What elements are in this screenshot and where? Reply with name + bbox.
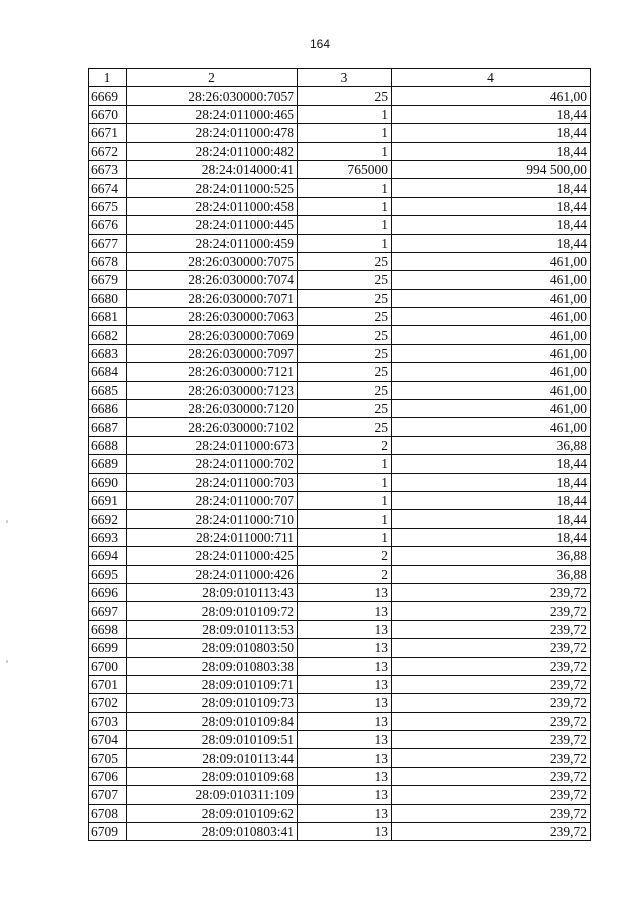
table-row [89, 639, 591, 657]
table-row [89, 344, 591, 362]
header-row [89, 69, 591, 87]
amount-cell: 461,00 [392, 308, 591, 326]
row-number-cell: 6695 [89, 565, 127, 583]
table-row [89, 767, 591, 785]
cadastral-number-cell: 28:26:030000:7120 [127, 400, 298, 418]
row-number-cell: 6679 [89, 271, 127, 289]
page-number: 164 [309, 37, 331, 51]
table-row [89, 528, 591, 546]
table-row [89, 547, 591, 565]
row-number-cell: 6673 [89, 160, 127, 178]
row-number-cell: 6696 [89, 583, 127, 601]
cadastral-number-cell: 28:09:010109:68 [127, 767, 298, 785]
cadastral-number-cell: 28:09:010803:41 [127, 823, 298, 841]
quantity-cell: 25 [298, 308, 392, 326]
table-row [89, 786, 591, 804]
cadastral-number-cell: 28:24:011000:525 [127, 179, 298, 197]
table-header [89, 69, 591, 87]
amount-cell: 36,88 [392, 547, 591, 565]
amount-cell: 18,44 [392, 455, 591, 473]
quantity-cell: 13 [298, 786, 392, 804]
table-row [89, 142, 591, 160]
table-row [89, 179, 591, 197]
amount-cell: 461,00 [392, 344, 591, 362]
cadastral-number-cell: 28:09:010311:109 [127, 786, 298, 804]
row-number-cell: 6688 [89, 436, 127, 454]
table-row [89, 418, 591, 436]
cadastral-number-cell: 28:26:030000:7057 [127, 87, 298, 105]
quantity-cell: 1 [298, 491, 392, 509]
quantity-cell: 13 [298, 620, 392, 638]
header-col-4: 4 [392, 69, 591, 87]
table-row [89, 252, 591, 270]
cadastral-number-cell: 28:24:011000:710 [127, 510, 298, 528]
table-row [89, 124, 591, 142]
quantity-cell: 1 [298, 197, 392, 215]
table-row [89, 565, 591, 583]
amount-cell: 18,44 [392, 473, 591, 491]
quantity-cell: 25 [298, 400, 392, 418]
amount-cell: 36,88 [392, 565, 591, 583]
row-number-cell: 6678 [89, 252, 127, 270]
table-body [89, 87, 591, 841]
cadastral-number-cell: 28:26:030000:7102 [127, 418, 298, 436]
table-row [89, 326, 591, 344]
cadastral-number-cell: 28:09:010113:43 [127, 583, 298, 601]
amount-cell: 461,00 [392, 289, 591, 307]
quantity-cell: 765000 [298, 160, 392, 178]
cadastral-number-cell: 28:24:011000:425 [127, 547, 298, 565]
table-row [89, 381, 591, 399]
scan-mark [6, 660, 8, 663]
table-row [89, 657, 591, 675]
cadastral-number-cell: 28:09:010109:71 [127, 675, 298, 693]
row-number-cell: 6682 [89, 326, 127, 344]
amount-cell: 239,72 [392, 786, 591, 804]
cadastral-number-cell: 28:09:010109:84 [127, 712, 298, 730]
amount-cell: 239,72 [392, 712, 591, 730]
quantity-cell: 13 [298, 639, 392, 657]
amount-cell: 18,44 [392, 510, 591, 528]
amount-cell: 239,72 [392, 675, 591, 693]
row-number-cell: 6675 [89, 197, 127, 215]
quantity-cell: 1 [298, 510, 392, 528]
quantity-cell: 25 [298, 363, 392, 381]
quantity-cell: 25 [298, 252, 392, 270]
table-row [89, 620, 591, 638]
cadastral-number-cell: 28:26:030000:7123 [127, 381, 298, 399]
cadastral-number-cell: 28:09:010113:53 [127, 620, 298, 638]
amount-cell: 239,72 [392, 767, 591, 785]
row-number-cell: 6707 [89, 786, 127, 804]
cadastral-number-cell: 28:24:014000:41 [127, 160, 298, 178]
quantity-cell: 13 [298, 767, 392, 785]
cadastral-number-cell: 28:26:030000:7063 [127, 308, 298, 326]
row-number-cell: 6670 [89, 105, 127, 123]
row-number-cell: 6698 [89, 620, 127, 638]
cadastral-number-cell: 28:09:010803:38 [127, 657, 298, 675]
row-number-cell: 6689 [89, 455, 127, 473]
cadastral-number-cell: 28:26:030000:7121 [127, 363, 298, 381]
quantity-cell: 13 [298, 804, 392, 822]
row-number-cell: 6703 [89, 712, 127, 730]
row-number-cell: 6683 [89, 344, 127, 362]
cadastral-number-cell: 28:09:010109:51 [127, 731, 298, 749]
table-row [89, 602, 591, 620]
amount-cell: 18,44 [392, 234, 591, 252]
cadastral-number-cell: 28:26:030000:7074 [127, 271, 298, 289]
table-row [89, 216, 591, 234]
table-row [89, 400, 591, 418]
amount-cell: 994 500,00 [392, 160, 591, 178]
cadastral-number-cell: 28:24:011000:702 [127, 455, 298, 473]
cadastral-number-cell: 28:09:010109:73 [127, 694, 298, 712]
quantity-cell: 13 [298, 712, 392, 730]
amount-cell: 239,72 [392, 620, 591, 638]
cadastral-number-cell: 28:24:011000:426 [127, 565, 298, 583]
row-number-cell: 6700 [89, 657, 127, 675]
row-number-cell: 6701 [89, 675, 127, 693]
scan-mark [6, 520, 8, 523]
cadastral-number-cell: 28:24:011000:459 [127, 234, 298, 252]
row-number-cell: 6681 [89, 308, 127, 326]
table-row [89, 289, 591, 307]
row-number-cell: 6704 [89, 731, 127, 749]
header-col-2: 2 [127, 69, 298, 87]
amount-cell: 18,44 [392, 179, 591, 197]
amount-cell: 18,44 [392, 491, 591, 509]
quantity-cell: 25 [298, 344, 392, 362]
quantity-cell: 1 [298, 105, 392, 123]
cadastral-number-cell: 28:24:011000:711 [127, 528, 298, 546]
table-row [89, 455, 591, 473]
table-row [89, 308, 591, 326]
amount-cell: 461,00 [392, 363, 591, 381]
cadastral-number-cell: 28:24:011000:482 [127, 142, 298, 160]
row-number-cell: 6705 [89, 749, 127, 767]
row-number-cell: 6702 [89, 694, 127, 712]
table-row [89, 234, 591, 252]
data-table [88, 68, 591, 841]
quantity-cell: 2 [298, 565, 392, 583]
cadastral-number-cell: 28:24:011000:673 [127, 436, 298, 454]
quantity-cell: 1 [298, 179, 392, 197]
quantity-cell: 13 [298, 694, 392, 712]
table-row [89, 271, 591, 289]
quantity-cell: 25 [298, 381, 392, 399]
quantity-cell: 13 [298, 749, 392, 767]
table-row [89, 105, 591, 123]
amount-cell: 461,00 [392, 252, 591, 270]
quantity-cell: 25 [298, 87, 392, 105]
table-row [89, 160, 591, 178]
table-row [89, 731, 591, 749]
amount-cell: 18,44 [392, 142, 591, 160]
amount-cell: 461,00 [392, 271, 591, 289]
cadastral-number-cell: 28:24:011000:703 [127, 473, 298, 491]
table-row [89, 749, 591, 767]
quantity-cell: 1 [298, 142, 392, 160]
row-number-cell: 6709 [89, 823, 127, 841]
amount-cell: 461,00 [392, 381, 591, 399]
quantity-cell: 2 [298, 436, 392, 454]
cadastral-number-cell: 28:09:010109:62 [127, 804, 298, 822]
amount-cell: 36,88 [392, 436, 591, 454]
amount-cell: 18,44 [392, 105, 591, 123]
table-row [89, 436, 591, 454]
quantity-cell: 25 [298, 326, 392, 344]
quantity-cell: 25 [298, 289, 392, 307]
row-number-cell: 6672 [89, 142, 127, 160]
table-row [89, 823, 591, 841]
table-row [89, 675, 591, 693]
cadastral-number-cell: 28:09:010113:44 [127, 749, 298, 767]
cadastral-number-cell: 28:24:011000:478 [127, 124, 298, 142]
amount-cell: 239,72 [392, 804, 591, 822]
amount-cell: 461,00 [392, 418, 591, 436]
quantity-cell: 25 [298, 271, 392, 289]
cadastral-number-cell: 28:24:011000:458 [127, 197, 298, 215]
row-number-cell: 6692 [89, 510, 127, 528]
quantity-cell: 13 [298, 823, 392, 841]
row-number-cell: 6671 [89, 124, 127, 142]
table-row [89, 804, 591, 822]
amount-cell: 18,44 [392, 216, 591, 234]
row-number-cell: 6674 [89, 179, 127, 197]
amount-cell: 461,00 [392, 400, 591, 418]
cadastral-number-cell: 28:26:030000:7071 [127, 289, 298, 307]
table-row [89, 583, 591, 601]
amount-cell: 239,72 [392, 694, 591, 712]
amount-cell: 18,44 [392, 197, 591, 215]
amount-cell: 461,00 [392, 87, 591, 105]
row-number-cell: 6687 [89, 418, 127, 436]
header-col-3: 3 [298, 69, 392, 87]
quantity-cell: 1 [298, 216, 392, 234]
quantity-cell: 1 [298, 528, 392, 546]
row-number-cell: 6697 [89, 602, 127, 620]
quantity-cell: 13 [298, 731, 392, 749]
quantity-cell: 13 [298, 583, 392, 601]
row-number-cell: 6691 [89, 491, 127, 509]
amount-cell: 239,72 [392, 639, 591, 657]
table-row [89, 363, 591, 381]
quantity-cell: 25 [298, 418, 392, 436]
row-number-cell: 6708 [89, 804, 127, 822]
cadastral-number-cell: 28:24:011000:707 [127, 491, 298, 509]
row-number-cell: 6690 [89, 473, 127, 491]
table-row [89, 473, 591, 491]
row-number-cell: 6676 [89, 216, 127, 234]
quantity-cell: 13 [298, 675, 392, 693]
cadastral-number-cell: 28:09:010109:72 [127, 602, 298, 620]
amount-cell: 239,72 [392, 602, 591, 620]
row-number-cell: 6669 [89, 87, 127, 105]
quantity-cell: 13 [298, 602, 392, 620]
amount-cell: 18,44 [392, 124, 591, 142]
header-col-1: 1 [89, 69, 127, 87]
table-row [89, 197, 591, 215]
row-number-cell: 6693 [89, 528, 127, 546]
table-row [89, 510, 591, 528]
row-number-cell: 6677 [89, 234, 127, 252]
table-row [89, 712, 591, 730]
cadastral-number-cell: 28:24:011000:445 [127, 216, 298, 234]
amount-cell: 239,72 [392, 731, 591, 749]
amount-cell: 239,72 [392, 823, 591, 841]
table-row [89, 491, 591, 509]
cadastral-number-cell: 28:26:030000:7075 [127, 252, 298, 270]
amount-cell: 461,00 [392, 326, 591, 344]
row-number-cell: 6685 [89, 381, 127, 399]
quantity-cell: 1 [298, 234, 392, 252]
amount-cell: 18,44 [392, 528, 591, 546]
amount-cell: 239,72 [392, 657, 591, 675]
cadastral-number-cell: 28:26:030000:7069 [127, 326, 298, 344]
quantity-cell: 1 [298, 124, 392, 142]
quantity-cell: 1 [298, 473, 392, 491]
quantity-cell: 1 [298, 455, 392, 473]
table-row [89, 694, 591, 712]
cadastral-number-cell: 28:26:030000:7097 [127, 344, 298, 362]
amount-cell: 239,72 [392, 583, 591, 601]
quantity-cell: 2 [298, 547, 392, 565]
row-number-cell: 6686 [89, 400, 127, 418]
amount-cell: 239,72 [392, 749, 591, 767]
row-number-cell: 6706 [89, 767, 127, 785]
row-number-cell: 6694 [89, 547, 127, 565]
cadastral-number-cell: 28:09:010803:50 [127, 639, 298, 657]
row-number-cell: 6684 [89, 363, 127, 381]
row-number-cell: 6699 [89, 639, 127, 657]
row-number-cell: 6680 [89, 289, 127, 307]
table-row [89, 87, 591, 105]
quantity-cell: 13 [298, 657, 392, 675]
cadastral-number-cell: 28:24:011000:465 [127, 105, 298, 123]
